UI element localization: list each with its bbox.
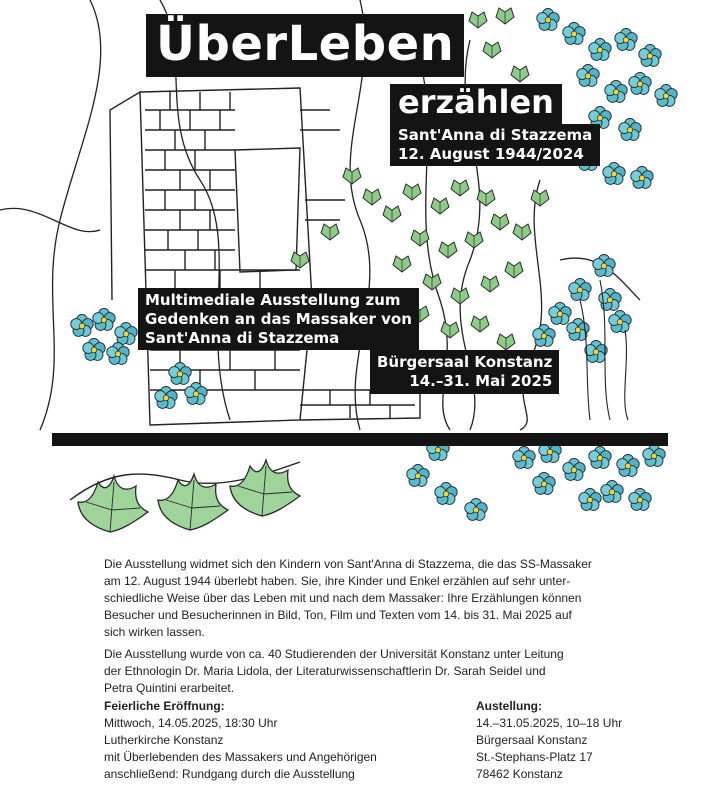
subtitle-box xyxy=(390,124,600,166)
venue-box xyxy=(370,350,559,394)
exhibit-line: 14.–31.05.2025, 10–18 Uhr xyxy=(476,716,623,730)
paragraph-line: der Ethnologin Dr. Maria Lidola, der Literaturwissenschaftlerin Dr. Sarah Seidel und xyxy=(104,664,546,678)
exhibition-line: Sant'Anna di Stazzema xyxy=(145,328,340,347)
paragraph-line: Petra Quintini erarbeitet. xyxy=(104,681,235,695)
title-line-1: ÜberLeben xyxy=(146,14,464,77)
exhibit-line: St.-Stephans-Platz 17 xyxy=(476,750,593,764)
exhibition-line: Multimediale Ausstellung zum xyxy=(145,291,401,309)
exhibition-line: Gedenken an das Massaker von xyxy=(145,309,412,328)
exhibit-line: Bürgersaal Konstanz xyxy=(476,733,588,747)
ivy-branch xyxy=(70,460,300,532)
venue-line: Bürgersaal Konstanz xyxy=(377,353,553,371)
divider-bar xyxy=(52,433,668,446)
exhibit-line: 78462 Konstanz xyxy=(476,767,563,781)
opening-info xyxy=(104,698,434,783)
paragraph-intro xyxy=(104,556,624,641)
paragraph-line: Die Ausstellung widmet sich den Kindern von Sant'Anna di Stazzema, die das SS-Massaker xyxy=(104,557,592,571)
exhibit-info xyxy=(476,698,676,783)
exhibition-box xyxy=(138,288,419,350)
opening-line: Lutherkirche Konstanz xyxy=(104,733,224,747)
paragraph-line: Die Ausstellung wurde von ca. 40 Studierenden der Universität Konstanz unter Leitung xyxy=(104,647,564,661)
subtitle-line: 12. August 1944/2024 xyxy=(398,144,584,163)
paragraph-line: Besucher und Besucherinnen in Bild, Ton, Film und Texten vom 14. bis 31. Mai 2025 auf xyxy=(104,608,572,622)
opening-line: Mittwoch, 14.05.2025, 18:30 Uhr xyxy=(104,716,278,730)
paragraph-line: sich wirken lassen. xyxy=(104,625,205,639)
title-line-2: erzählen xyxy=(390,84,562,124)
exhibit-heading: Austellung: xyxy=(476,699,542,713)
opening-heading: Feierliche Eröffnung: xyxy=(104,699,225,713)
paragraph-credits xyxy=(104,646,624,697)
opening-line: anschließend: Rundgang durch die Ausstellung xyxy=(104,767,355,781)
subtitle-line: Sant'Anna di Stazzema xyxy=(398,126,593,144)
paragraph-line: schiedliche Weise über das Leben mit und nach dem Massaker: Ihre Erzählungen können xyxy=(104,591,582,605)
paragraph-line: am 12. August 1944 überlebt haben. Sie, ihre Kinder und Enkel erzählen auf sehr unter- xyxy=(104,574,571,588)
opening-line: mit Überlebenden des Massakers und Angehörigen xyxy=(104,750,377,764)
venue-line: 14.–31. Mai 2025 xyxy=(409,371,553,390)
